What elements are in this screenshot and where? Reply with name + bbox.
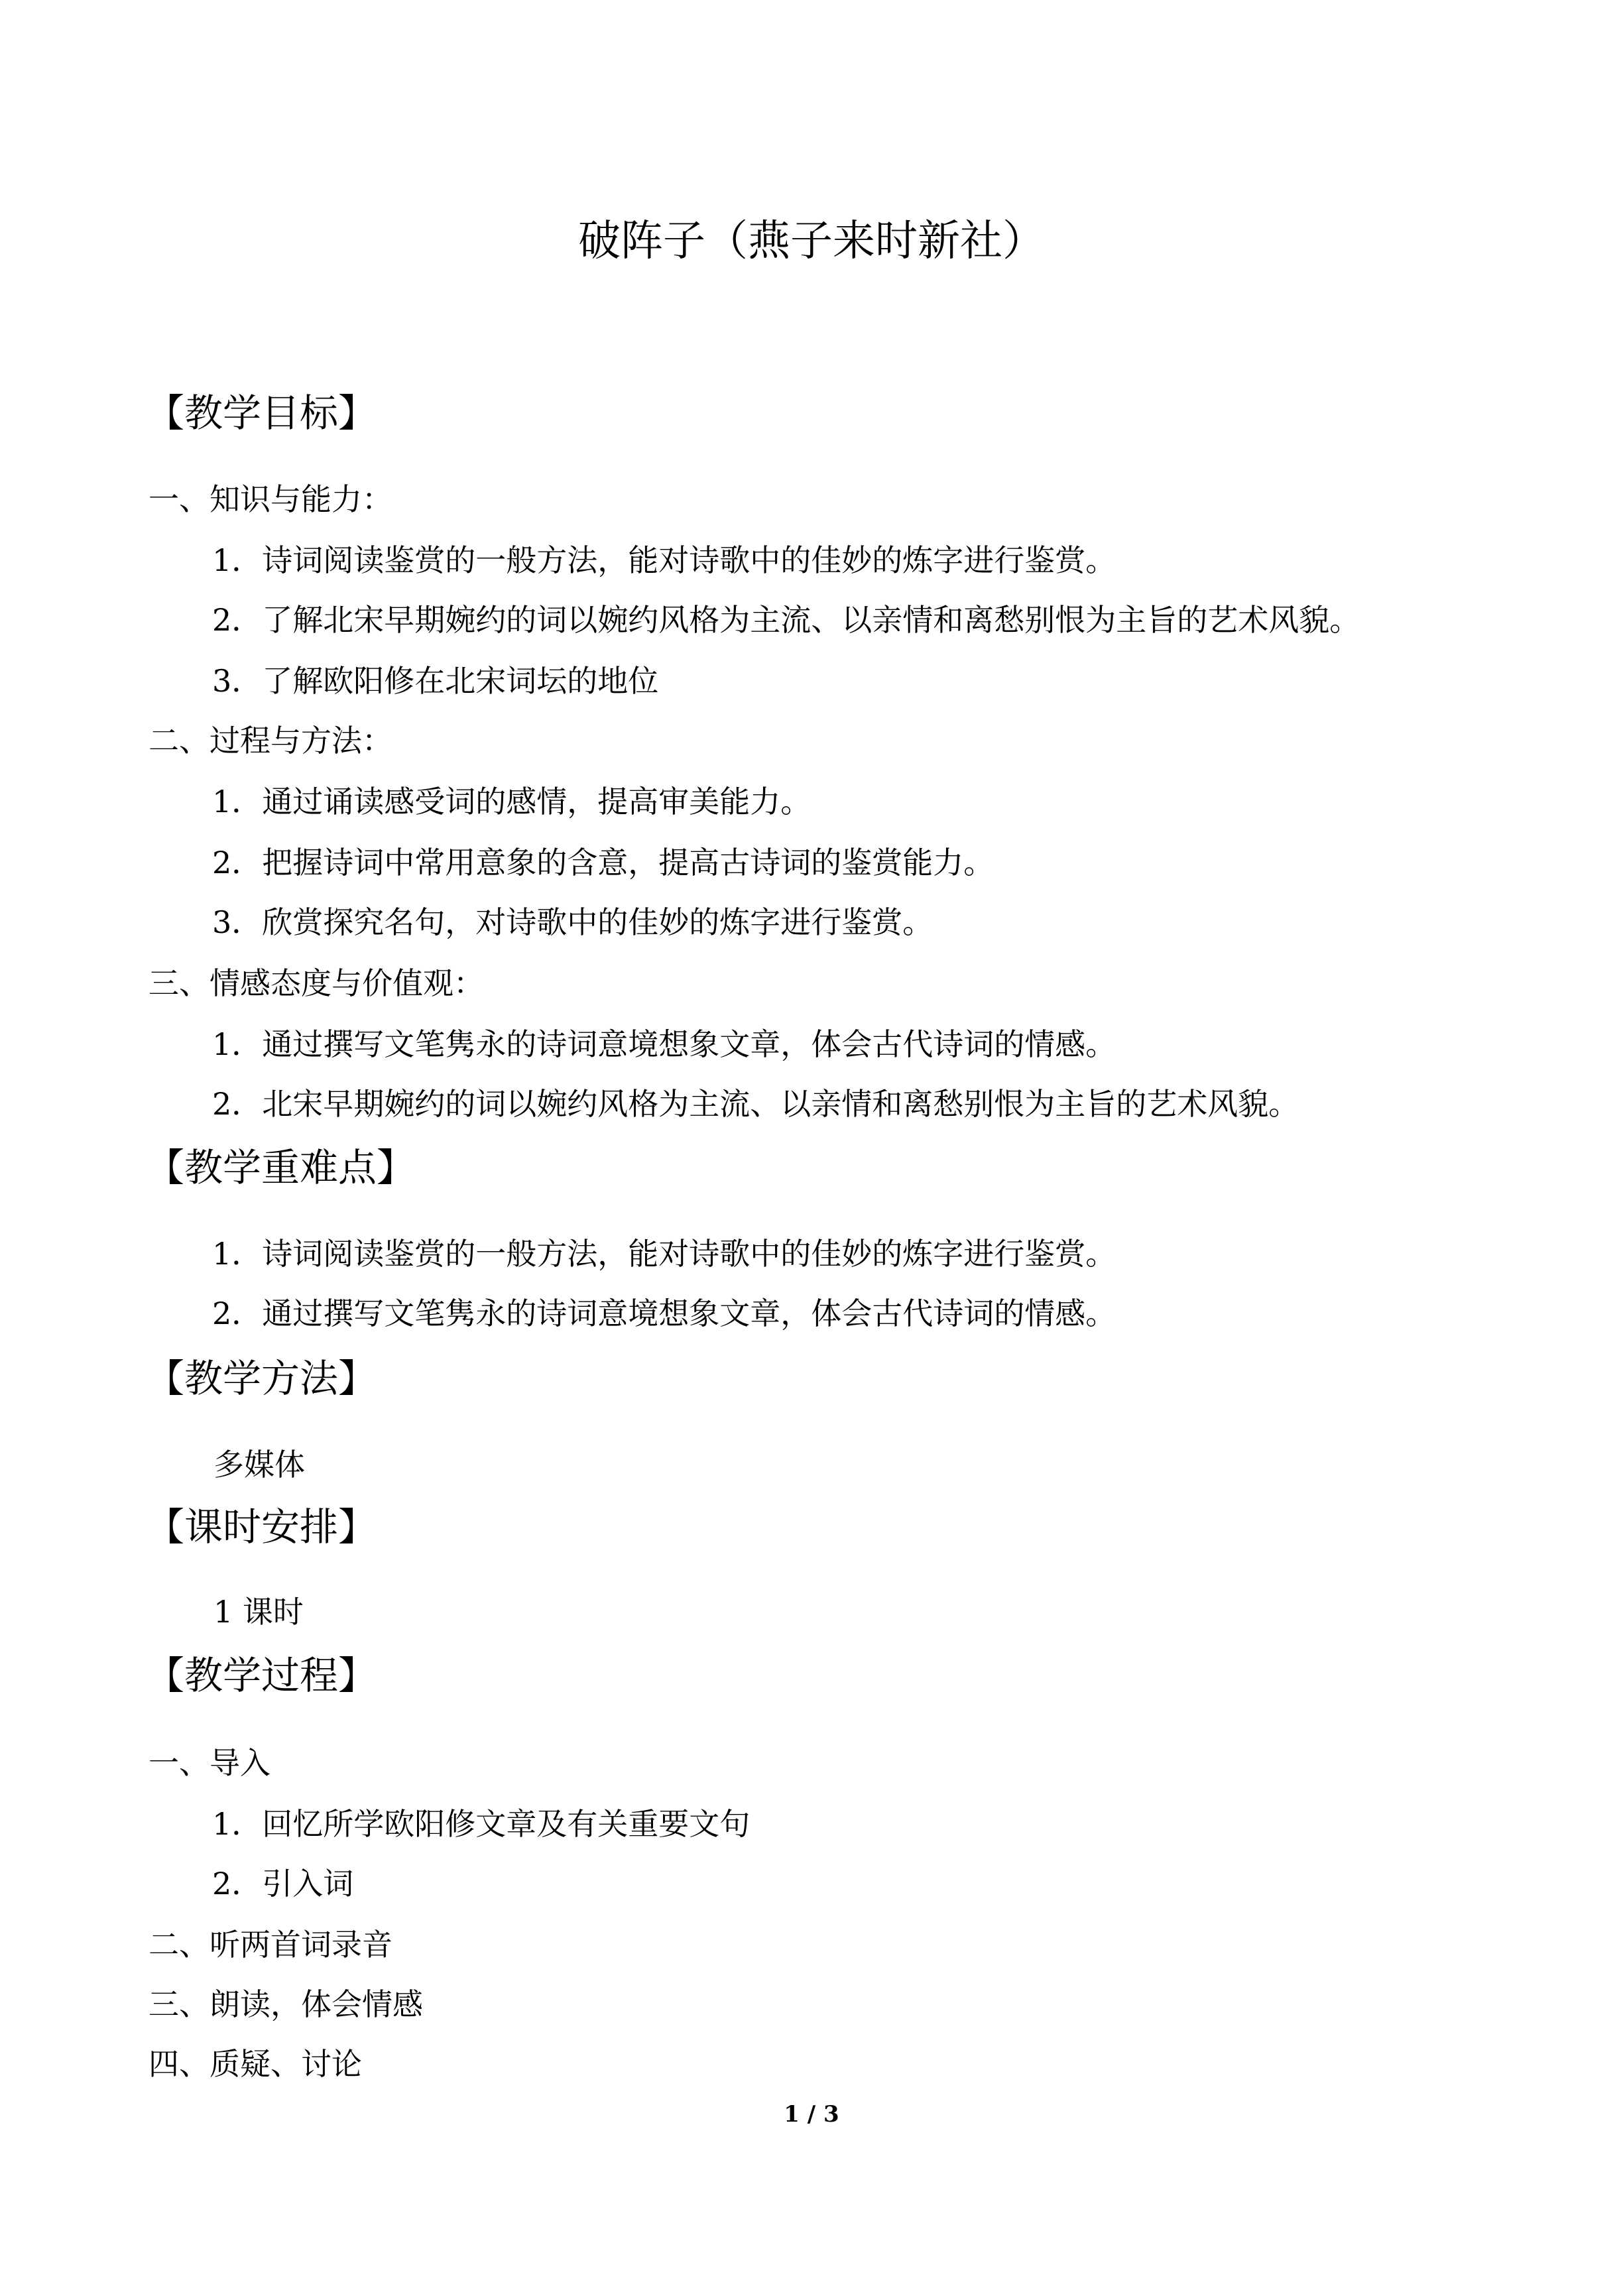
subheading-step2: 二、听两首词录音 <box>149 1927 392 1963</box>
list-item: 2．北宋早期婉约的词以婉约风格为主流、以亲情和离愁别恨为主旨的艺术风貌。 <box>212 1086 1299 1122</box>
subheading-emotion: 三、情感态度与价值观： <box>149 965 484 1001</box>
subheading-step3: 三、朗读，体会情感 <box>149 1986 423 2022</box>
page-number: 1 / 3 <box>784 2101 839 2128</box>
document-title: 破阵子（燕子来时新社） <box>578 217 1045 266</box>
section-heading-schedule: 【课时安排】 <box>146 1504 377 1549</box>
section-heading-keypoints: 【教学重难点】 <box>146 1145 416 1190</box>
method-text: 多媒体 <box>213 1447 305 1482</box>
list-item: 1．回忆所学欧阳修文章及有关重要文句 <box>212 1806 751 1842</box>
list-item: 3．了解欧阳修在北宋词坛的地位 <box>212 663 659 699</box>
list-item: 2．引入词 <box>212 1866 354 1902</box>
schedule-text: 1 课时 <box>213 1594 304 1630</box>
list-item: 2．了解北宋早期婉约的词以婉约风格为主流、以亲情和离愁别恨为主旨的艺术风貌。 <box>212 602 1360 638</box>
list-item: 1．通过诵读感受词的感情，提高审美能力。 <box>212 784 812 819</box>
subheading-step4: 四、质疑、讨论 <box>149 2046 362 2082</box>
list-item: 2．把握诗词中常用意象的含意，提高古诗词的鉴赏能力。 <box>212 845 994 880</box>
section-heading-objectives: 【教学目标】 <box>146 391 377 436</box>
list-item: 1．诗词阅读鉴赏的一般方法，能对诗歌中的佳妙的炼字进行鉴赏。 <box>212 542 1116 578</box>
section-heading-procedure: 【教学过程】 <box>146 1653 377 1698</box>
list-item: 1．通过撰写文笔隽永的诗词意境想象文章，体会古代诗词的情感。 <box>212 1026 1116 1062</box>
subheading-step1: 一、导入 <box>149 1745 270 1781</box>
list-item: 3．欣赏探究名句，对诗歌中的佳妙的炼字进行鉴赏。 <box>212 904 933 940</box>
list-item: 2．通过撰写文笔隽永的诗词意境想象文章，体会古代诗词的情感。 <box>212 1296 1116 1331</box>
list-item: 1．诗词阅读鉴赏的一般方法，能对诗歌中的佳妙的炼字进行鉴赏。 <box>212 1236 1116 1272</box>
subheading-knowledge: 一、知识与能力： <box>149 481 392 517</box>
subheading-process: 二、过程与方法： <box>149 723 392 758</box>
section-heading-method: 【教学方法】 <box>146 1356 377 1401</box>
